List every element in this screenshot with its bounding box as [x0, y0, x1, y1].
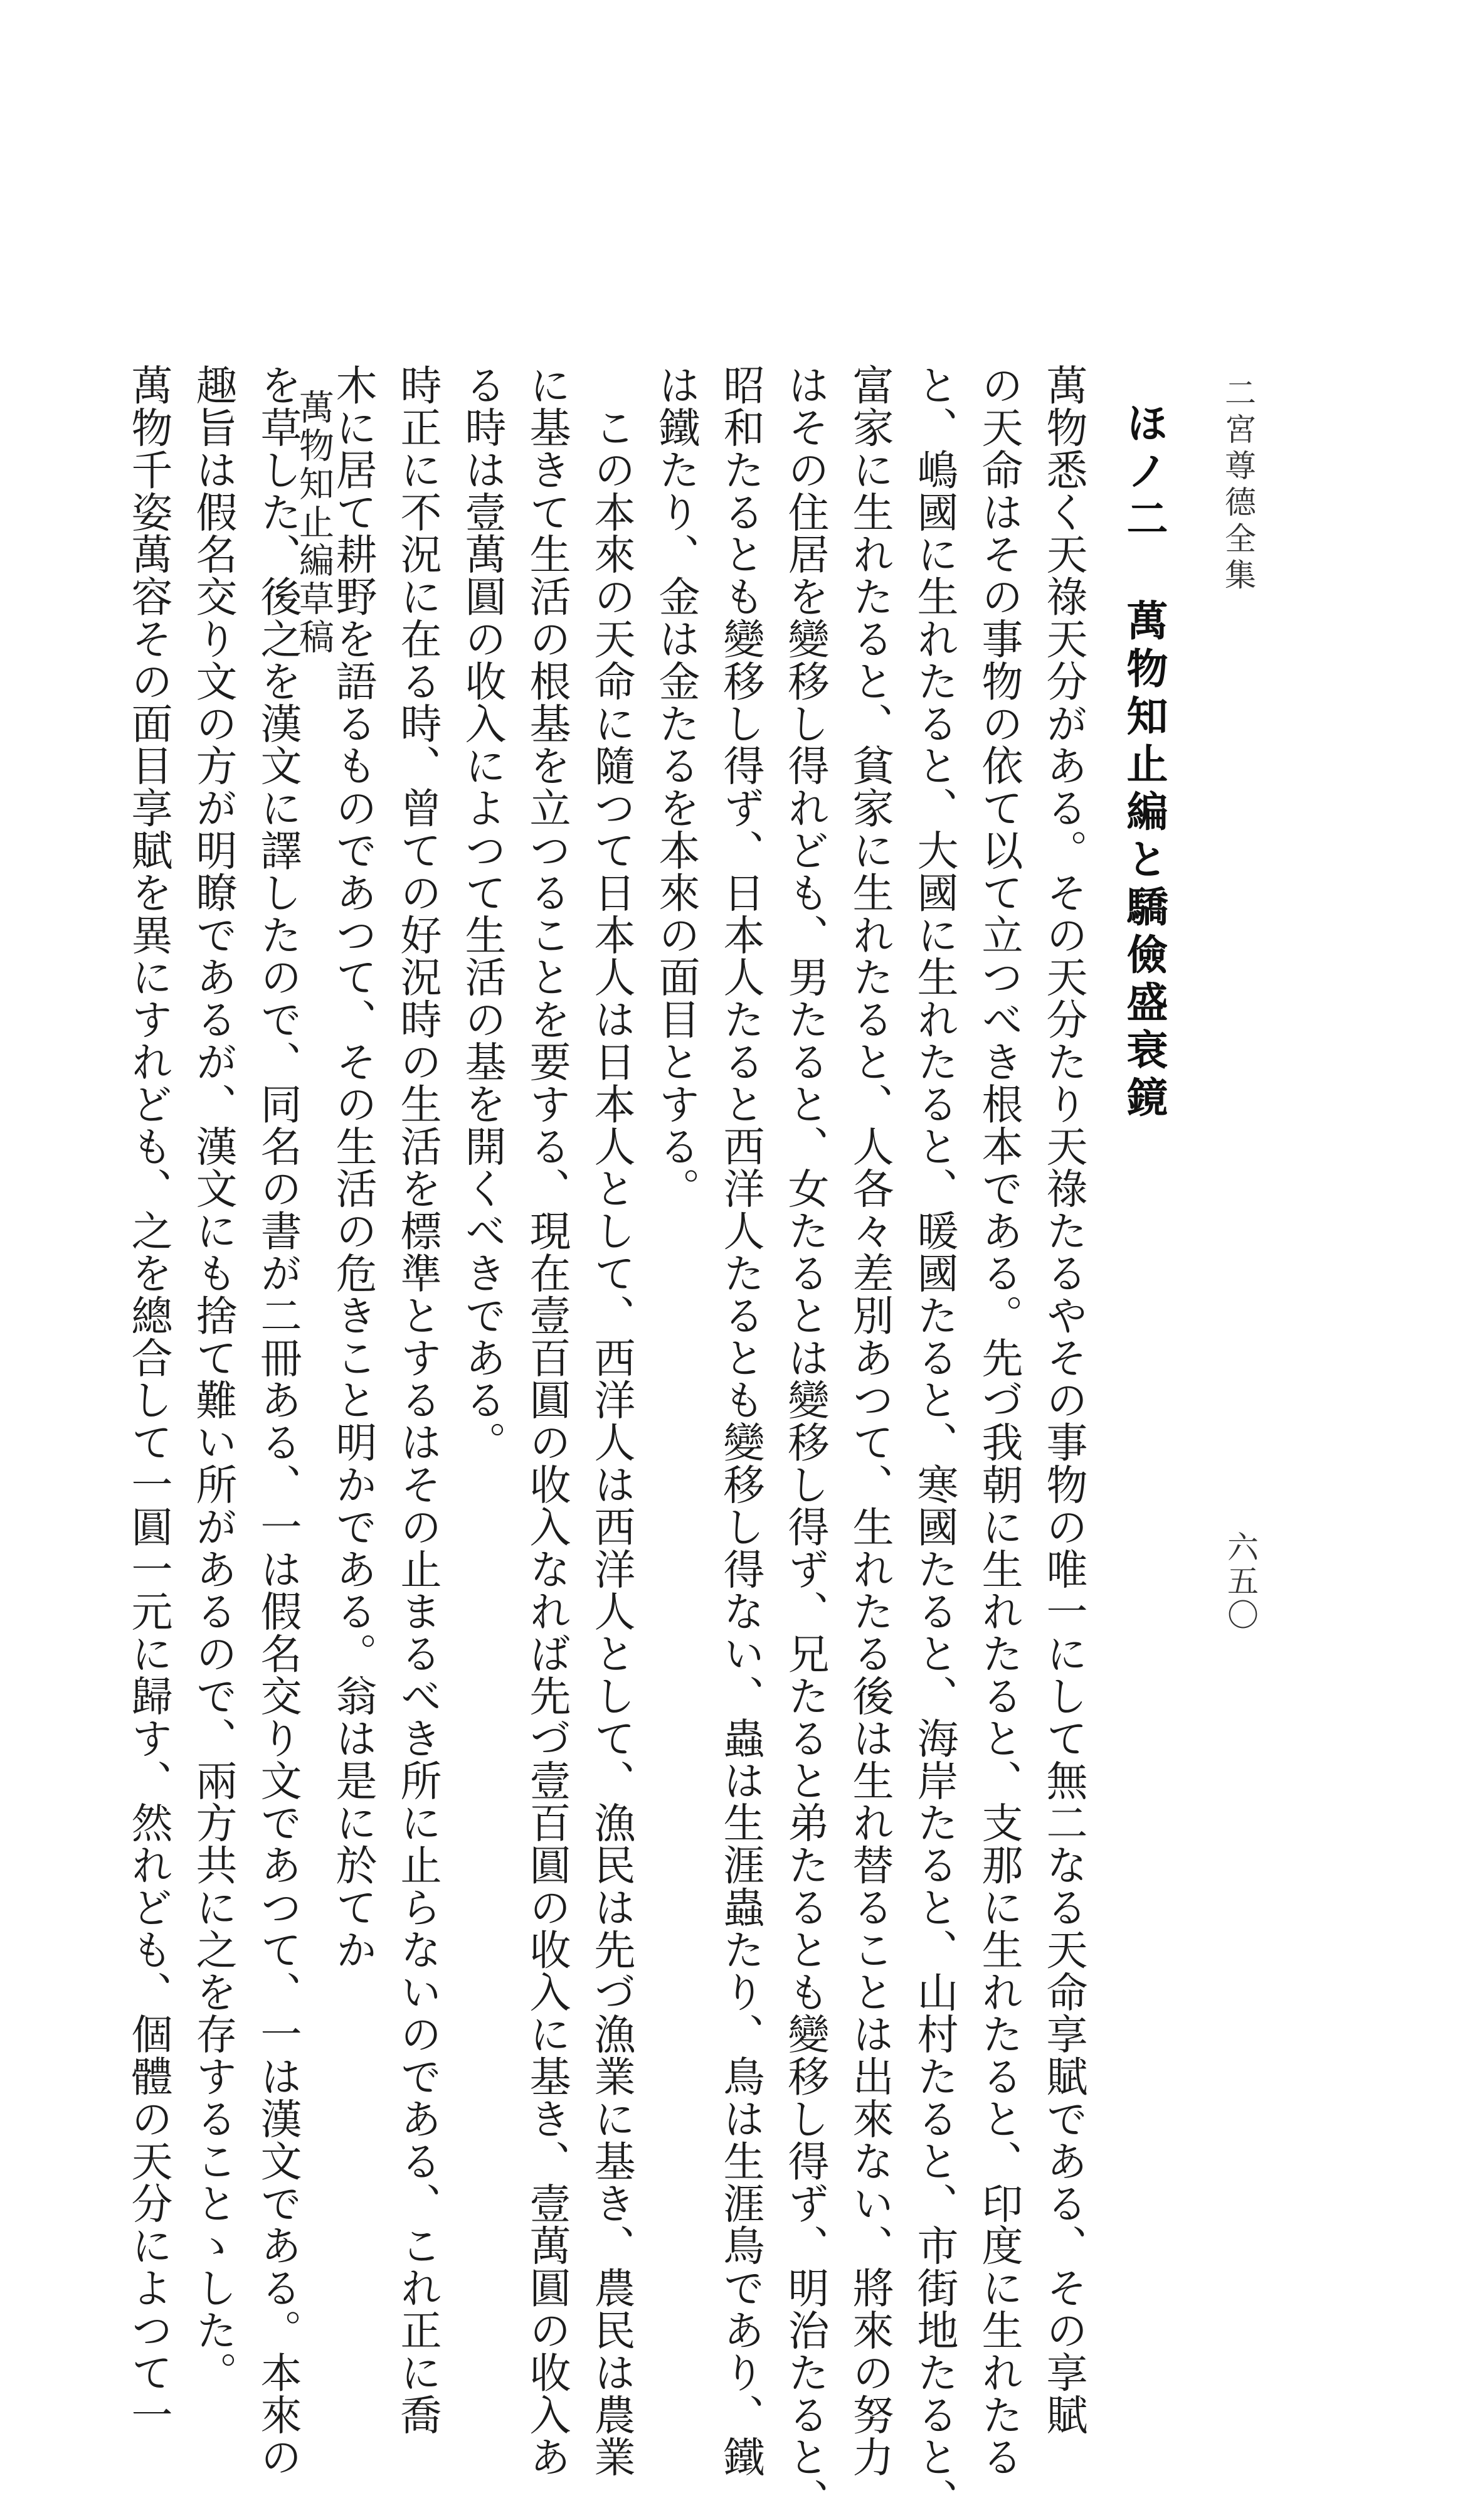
- body-line: 木に居て耕野を語るものであつて、その生活の危きこと明かである。翁は是に於てか: [329, 364, 377, 1971]
- body-line: 趣旨は假名交り文の方が明瞭であるが、漢文にも捨て難い所があるので、兩方共に之を存することゝした。: [189, 364, 237, 2394]
- body-line: 富家に生れたると、貧家に生れたると、人各々差別あつて、生れたる後は生れ替ることは出來ない、將來の努力: [845, 364, 894, 2478]
- body-line: 昭和たるとも變移し得ず、日本人たると西洋人たるとも變移し得ない、蟲は生涯蟲たり、鳥は生涯鳥であり、鐵: [716, 364, 764, 2478]
- body-line: る時は壹萬圓の收入によつて生活の基を開くべきである。: [458, 364, 506, 1464]
- body-line: 萬物悉く天祿天分がある。その天分たり天祿たるやその事物の唯一にして無二なる天命享賦である、その享賦: [1039, 364, 1087, 2436]
- sub-heading: 萬物知止編草稿: [294, 389, 334, 657]
- body-line: 萬物千姿萬容その面目享賦を異にすれども、之を總合して一圓一元に歸す、然れども、個體の天分によつて一: [124, 364, 172, 2436]
- running-title: 二宮尊德全集: [1220, 376, 1256, 595]
- body-line: と、嶋國に生れたると、大國に生れたると、暖國たると、寒國たると、海岸たると、山村たると、市街地たると、: [910, 364, 958, 2520]
- body-line: 時正に不況に在る時、曾ての好況時の生活を標準とするはその止まるべき所に止らないのである、これ正に喬: [393, 364, 442, 2436]
- page-number: 六五〇: [1222, 1531, 1259, 1632]
- section-title: ほノ二 萬物知止編と驕儉盛衰鏡: [1119, 401, 1168, 1124]
- body-line: の天命はその事物の依て以て立つべき根本である。先づ我朝に生れたると、支那に生れたると、印度に生れたる: [975, 364, 1023, 2478]
- body-line: を草した、後之を漢文に譯したので、同名の書が二冊ある、一は假名交り文であつて、一は漢文である。本來の: [253, 364, 302, 2478]
- body-line: は鐵たり、金は金たるを本來の面目とする。: [652, 364, 700, 1209]
- body-line: はその住居を變移し得れども、男たると、女たるとは變移し得ず、兄たると弟たるとも變移し得ず、明治たると、: [781, 364, 829, 2520]
- body-line: この本來の天命に隨つて日本人は日本人として、西洋人は西洋人として、漁民は先づ漁業に基き、農民は農業: [587, 364, 635, 2478]
- body-line: に基きて生活の根基を立つることを要する、現在壹百圓の收入なれば先づ壹百圓の收入に基き、壹萬圓の收入あ: [522, 364, 571, 2478]
